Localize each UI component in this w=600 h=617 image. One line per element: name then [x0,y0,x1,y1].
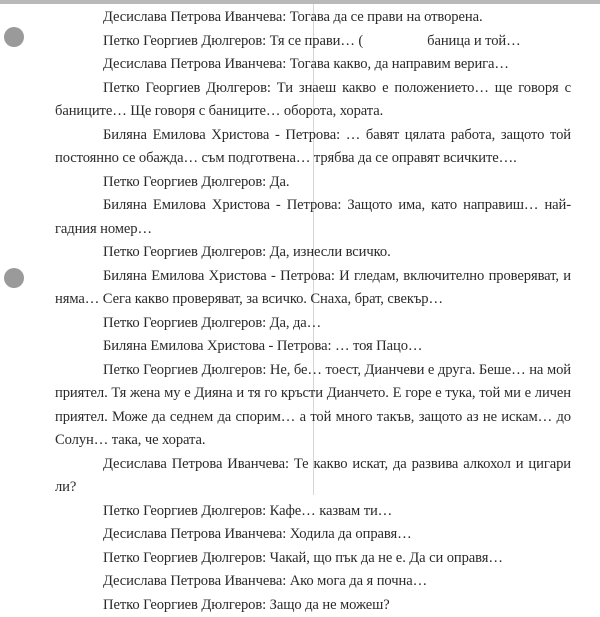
transcript-line: Биляна Емилова Христова - Петрова: И гледам, включително проверяват, и няма… Сега какво проверяват, за всичко. Снаха, брат, свекър… [55,265,571,312]
transcript-line: Биляна Емилова Христова - Петрова: Защото има, като направиш… най-гадния номер… [55,194,571,241]
transcript-line: Петко Георгиев Дюлгеров: Не, бе… тоест, Дианчеви е друга. Беше… на мой приятел. Тя жена му е Дияна и тя го кръсти Дианчето. Е горе е тука, той ми е личен приятел. Може да седнем да спорим… а той много такъв, защото аз не искам… до Солун… така, че хората. [55,359,571,453]
transcript-line: Десислава Петрова Иванчева: Ходила да оправя… [55,523,571,547]
transcript-line: Биляна Емилова Христова - Петрова: … тоя Пацо… [55,335,571,359]
transcript-line: Десислава Петрова Иванчева: Те какво искат, да развива алкохол и цигари ли? [55,453,571,500]
transcript-line: Петко Георгиев Дюлгеров: Да, изнесли всичко. [55,241,571,265]
transcript-line: Биляна Емилова Христова - Петрова: … бавят цялата работа, защото той постоянно се обажда… съм подготвена… трябва да се оправят всичките…. [55,124,571,171]
transcript-line: Десислава Петрова Иванчева: Тогава да се прави на отворена. [55,6,571,30]
transcript-line: Петко Георгиев Дюлгеров: Ти знаеш какво е положението… ще говоря с баниците… Ще говоря с баниците… оборота, хората. [55,77,571,124]
transcript-page [55,6,571,617]
transcript-line: Петко Георгиев Дюлгеров: Кафе… казвам ти… [55,500,571,524]
transcript-line-start: Петко Георгиев Дюлгеров: Тя се прави… ( [103,33,363,49]
transcript-line: Петко Георгиев Дюлгеров: Чакай, що пък да не е. Да си оправя… [55,547,571,571]
transcript-line [55,30,571,54]
transcript-line: Петко Георгиев Дюлгеров: Защо да не можеш? [55,594,571,617]
scan-top-edge [0,0,600,4]
transcript-line: Десислава Петрова Иванчева: Ако мога да я почна… [55,570,571,594]
transcript-line: Петко Георгиев Дюлгеров: Да, да… [55,312,571,336]
transcript-line-end: баница и той… [427,33,521,49]
transcript-line: Петко Георгиев Дюлгеров: Да. [55,171,571,195]
punch-hole-icon [4,27,24,47]
transcript-line: Десислава Петрова Иванчева: Тогава какво, да направим верига… [55,53,571,77]
punch-hole-icon [4,268,24,288]
